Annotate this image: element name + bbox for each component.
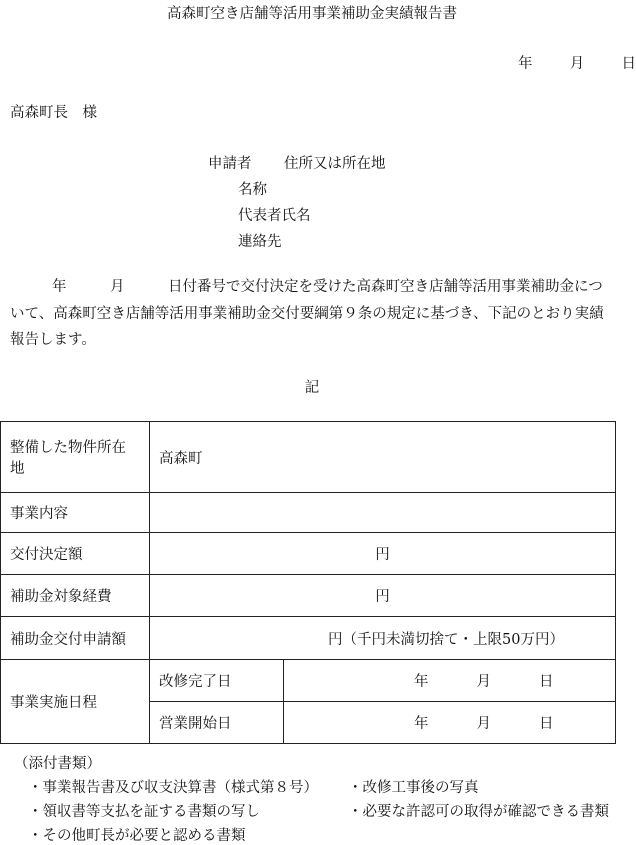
date-day: 日 (621, 56, 636, 72)
applicant-name-label: 名称 (238, 182, 267, 198)
applicant-representative-label: 代表者氏名 (238, 208, 311, 224)
table-row (1, 493, 616, 533)
date-month: 月 (569, 56, 585, 72)
attachments-heading: （添付書類） (14, 756, 101, 772)
request-value-cell: 円（千円未満切捨て・上限50万円） (150, 617, 616, 660)
document-title: 高森町空き店舗等活用事業補助金実績報告書 (167, 6, 457, 22)
table-row (1, 575, 616, 617)
applicant-address-label: 住所又は所在地 (284, 156, 386, 172)
attachment-item: ・必要な許認可の取得が確認できる書類 (348, 804, 609, 820)
table-row (1, 660, 616, 702)
addressee: 高森町長 様 (10, 105, 97, 121)
report-body-sentence: 年 月 日付番号で交付決定を受けた高森町空き店舗等活用事業補助金について、高森町空き店舗等活用事業補助金交付要綱第９条の規定に基づき、下記のとおり実績報告します。 (10, 279, 604, 348)
attachment-item: ・その他町長が必要と認める書類 (28, 828, 246, 844)
location-value-cell: 高森町 (150, 422, 616, 493)
attachment-item: ・改修工事後の写真 (348, 780, 479, 796)
schedule-label-cell: 事業実施日程 (1, 660, 150, 744)
attachment-item: ・事業報告書及び収支決算書（様式第８号） (28, 780, 318, 796)
table-row (1, 422, 616, 493)
completion-date-cell: 年 月 日 (284, 660, 616, 702)
report-table (0, 421, 616, 744)
applicant-contact-label: 連絡先 (238, 234, 282, 250)
request-label-cell: 補助金交付申請額 (1, 617, 150, 660)
date-year: 年 (518, 56, 533, 72)
completion-label-cell: 改修完了日 (150, 660, 284, 702)
decision-value-cell: 円 (150, 533, 616, 575)
ki-heading: 記 (304, 380, 320, 396)
expense-label-cell: 補助金対象経費 (1, 575, 150, 617)
expense-value-cell: 円 (150, 575, 616, 617)
applicant-label: 申請者 (208, 156, 252, 172)
content-value-cell (150, 493, 616, 533)
date-line (518, 52, 636, 73)
report-body-text (10, 274, 616, 354)
location-label-cell: 整備した物件所在地 (1, 422, 150, 493)
opening-date-cell: 年 月 日 (284, 702, 616, 744)
table-row (1, 533, 616, 575)
content-label-cell: 事業内容 (1, 493, 150, 533)
decision-label-cell: 交付決定額 (1, 533, 150, 575)
attachment-item: ・領収書等支払を証する書類の写し (28, 804, 260, 820)
opening-label-cell: 営業開始日 (150, 702, 284, 744)
table-row (1, 617, 616, 660)
